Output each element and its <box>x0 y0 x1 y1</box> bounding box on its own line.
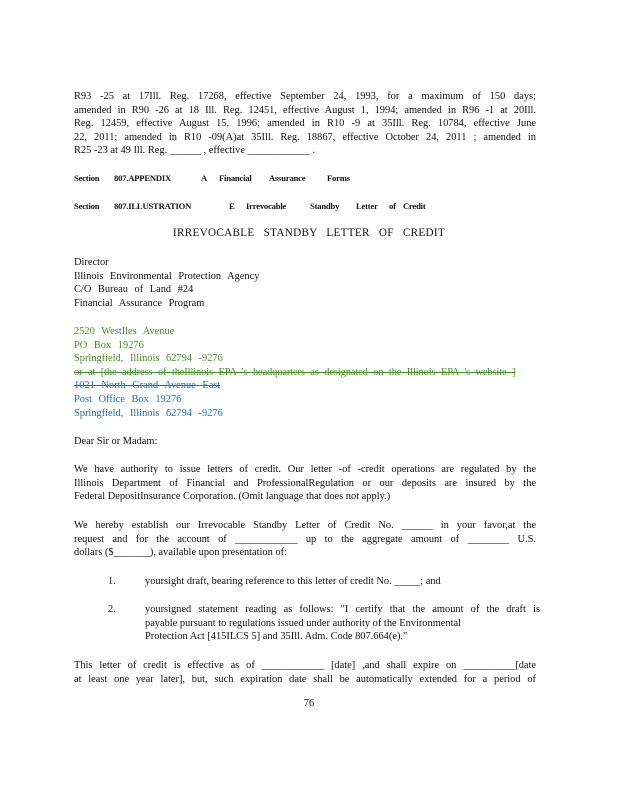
inserted-address-line: 2520 WestIles Avenue <box>74 326 175 337</box>
paragraph-line: This letter of credit is effective as of ____________ [date] ,and shall expire on __________[date <box>74 660 536 671</box>
list-item-number: 1. <box>108 576 116 587</box>
document-title: IRREVOCABLE STANDBY LETTER OF CREDIT <box>172 227 446 239</box>
list-item-line: Protection Act [415ILCS 5] and 35Ill. Adm. Code 807.664(e)." <box>145 631 408 643</box>
history-line: 22, 2011; amended in R10 -09(A)at 35Ill. Reg. 18867, effective October 24, 2011 ; amended in <box>74 131 536 143</box>
section-letter: E <box>229 201 235 211</box>
section-letter: A <box>201 173 208 183</box>
authority-paragraph <box>74 463 536 504</box>
paragraph-line: Federal DepositInsurance Corporation. (Omit language that does not apply.) <box>74 491 391 503</box>
paragraph-line: request and for the account of ____________ up to the aggregate amount of ________ U.S. <box>74 533 536 545</box>
section-word: Credit <box>403 201 426 211</box>
section-label: Section <box>74 201 100 211</box>
recipient-line: C/O Bureau of Land #24 <box>74 284 194 296</box>
salutation: Dear Sir or Madam: <box>74 436 158 447</box>
section-word: Standby <box>310 201 340 211</box>
address-line: Post Office Box 19276 <box>74 393 182 405</box>
section-word: Assurance <box>269 173 306 183</box>
paragraph-line: We have authority to issue letters of credit. Our letter -of -credit operations are regulated by the <box>74 464 536 475</box>
list-item-number: 2. <box>108 604 116 615</box>
recipient-block <box>74 256 536 310</box>
paragraph-line: Illinois Department of Financial and ProfessionalRegulation or our deposits are insured by the <box>74 477 536 489</box>
section-word: Letter <box>356 201 378 211</box>
history-line: R25 -23 at 49 Ill. Reg. ______ , effective ____________ . <box>74 145 316 157</box>
effective-paragraph <box>74 659 536 686</box>
history-line: Reg. 12459, effective August 15, 1996; amended in R10 -9 at 35Ill. Reg. 10784, effective June <box>74 118 536 130</box>
paragraph-line: dollars ($_______), available upon presentation of: <box>74 547 287 559</box>
section-word: Irrevocable <box>246 201 287 211</box>
inserted-address-line: PO Box 19276 <box>74 339 144 351</box>
recipient-line: Illinois Environmental Protection Agency <box>74 270 260 282</box>
section-word: of <box>389 201 396 211</box>
recipient-line: Director <box>74 257 109 268</box>
paragraph-line: at least one year later], but, such expiration date shall be automatically extended for a period of <box>74 673 536 685</box>
history-line: amended in R90 -26 at 18 Ill. Reg. 12451, effective August 1, 1994; amended in R96 -1 at 20Ill. <box>74 104 536 116</box>
paragraph-line: We hereby establish our Irrevocable Standby Letter of Credit No. ______ in your favor,at the <box>74 520 536 531</box>
section-number: 807.ILLUSTRATION <box>114 201 192 211</box>
recipient-line: Financial Assurance Program <box>74 297 205 309</box>
page-number: 76 <box>303 698 315 709</box>
section-word: Forms <box>327 173 350 183</box>
list-item-line: payable pursuant to regulations issued under authority of the Environmental <box>145 617 461 629</box>
section-number: 807.APPENDIX <box>114 173 172 183</box>
address-line: Springfield, Illinois 62794 -9276 <box>74 407 223 419</box>
inserted-address-line: Springfield, Illinois 62794 -9276 <box>74 353 223 365</box>
list-item-line: yoursight draft, bearing reference to this letter of credit No. _____; and <box>145 576 441 587</box>
section-label: Section <box>74 173 100 183</box>
history-paragraph <box>74 90 536 158</box>
list-item-line: yoursigned statement reading as follows: "I certify that the amount of the draft is <box>145 604 540 615</box>
deleted-address-line: or at [the address of theIllinois EPA 's headquarters as designated on the Illinois EPA 's website ] <box>74 366 516 378</box>
deleted-address-line: 1021 North Grand Avenue East <box>74 380 221 392</box>
address-block <box>74 325 536 420</box>
history-line: R93 -25 at 17Ill. Reg. 17268, effective September 24, 1993, for a maximum of 150 days; <box>74 91 536 102</box>
establish-paragraph <box>74 519 536 560</box>
section-word: Financial <box>219 173 252 183</box>
